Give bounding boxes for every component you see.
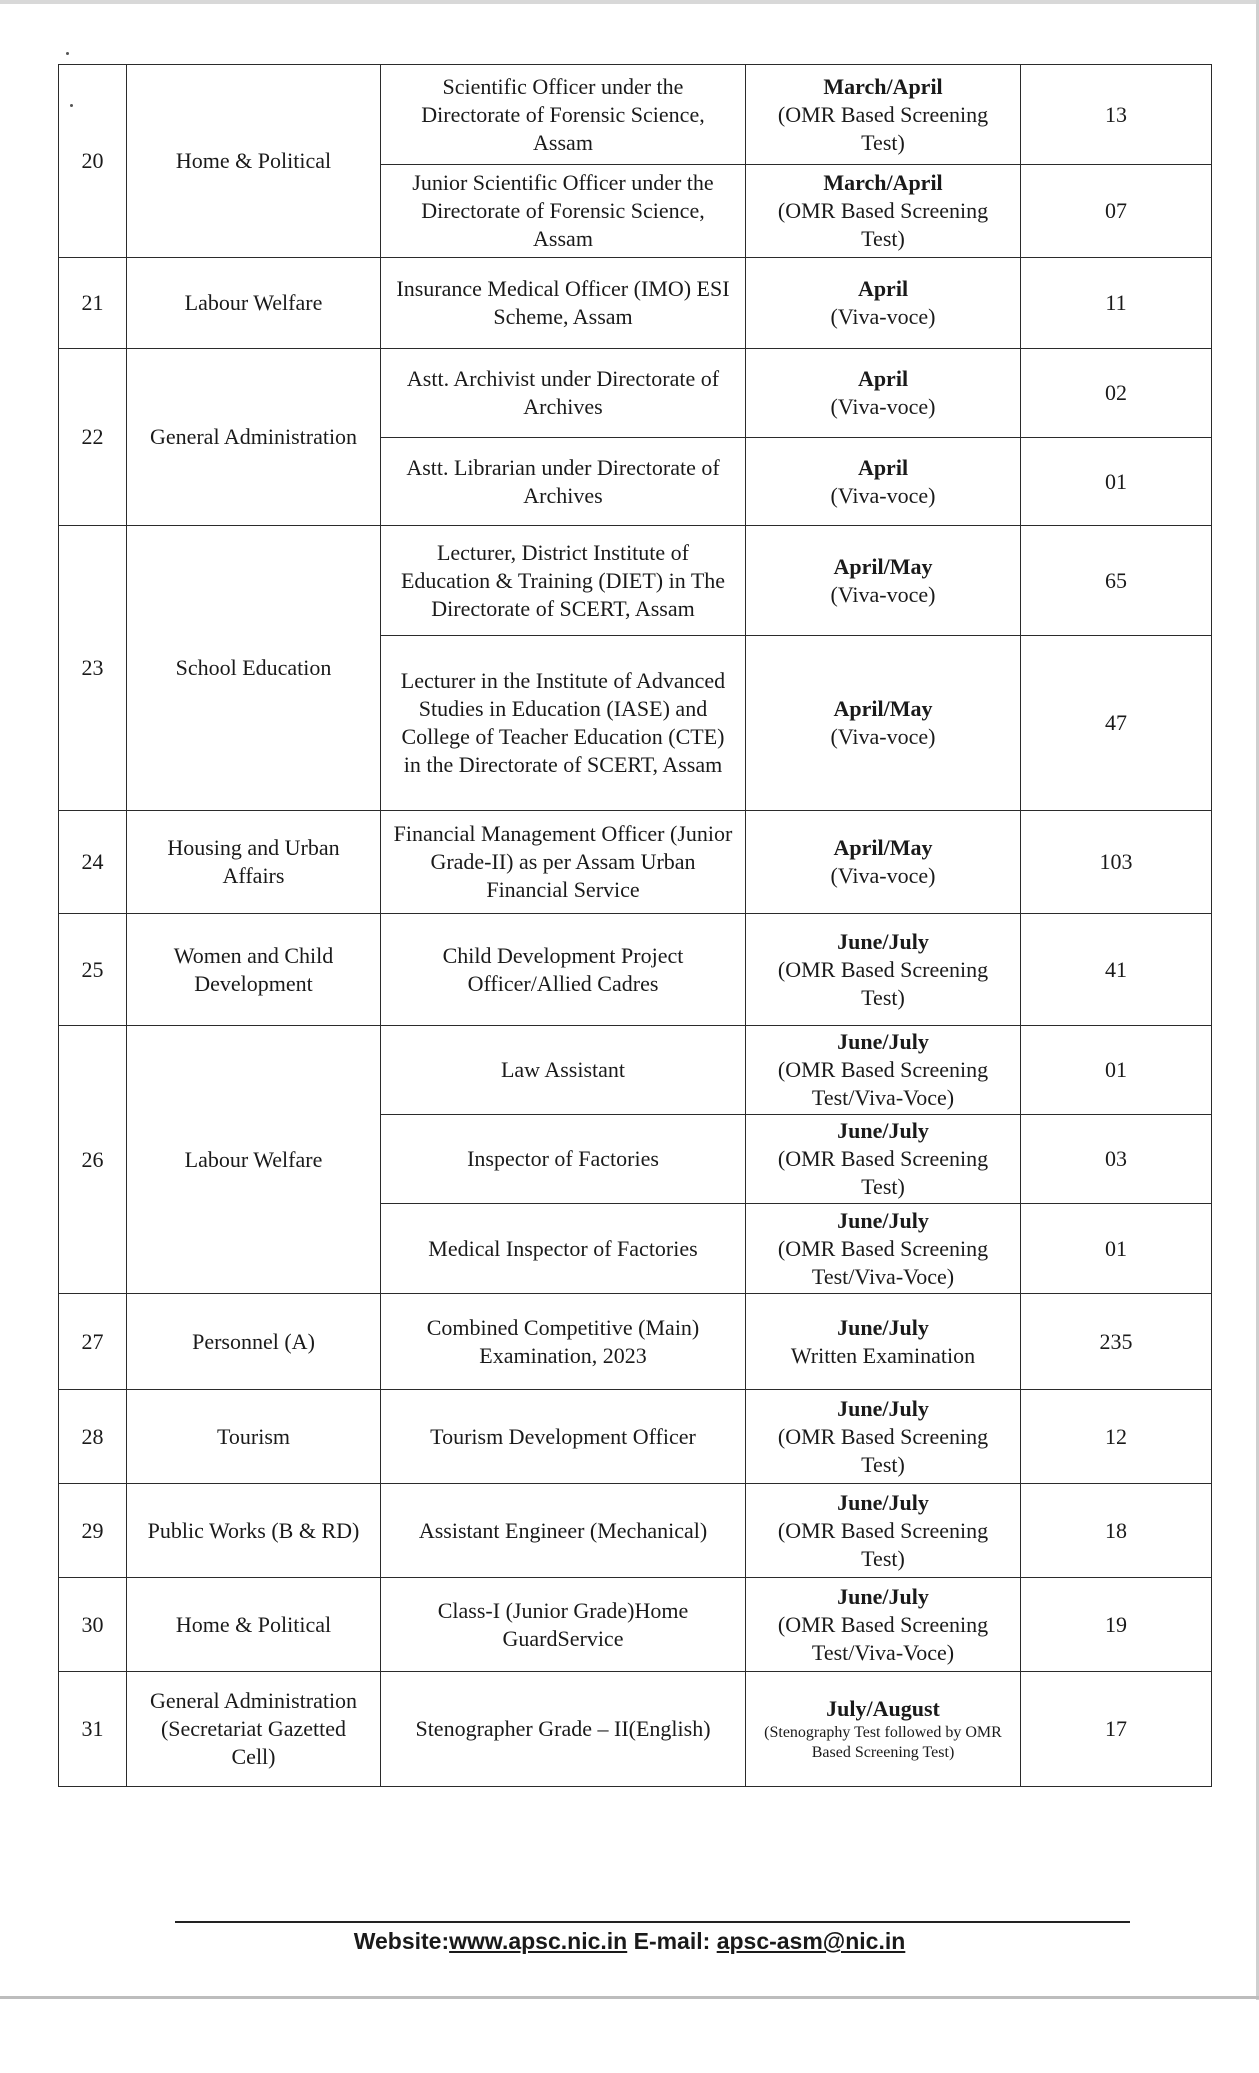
- vacancy-cell: 18: [1021, 1484, 1212, 1578]
- department-cell: Women and Child Development: [127, 914, 381, 1026]
- schedule-cell: [746, 1672, 1021, 1787]
- department-cell: Personnel (A): [127, 1294, 381, 1390]
- mode-text: (OMR Based Screening Test/Viva-Voce): [777, 1611, 989, 1665]
- mode-text: (Viva-voce): [830, 394, 936, 419]
- mode-text: (Viva-voce): [830, 581, 936, 607]
- department-cell: Labour Welfare: [127, 258, 381, 349]
- post-cell: Stenographer Grade – II(English): [381, 1672, 746, 1787]
- serial-cell: 20: [59, 65, 127, 258]
- email-label: E-mail:: [633, 1928, 711, 1954]
- table-row: [59, 526, 1212, 636]
- table-row: [59, 65, 1212, 165]
- serial-cell: 24: [59, 811, 127, 914]
- schedule-cell: [746, 1294, 1021, 1390]
- vacancy-cell: 12: [1021, 1390, 1212, 1484]
- month-text: June/July: [837, 1314, 929, 1340]
- recruitment-schedule-table: [58, 64, 1212, 1787]
- page-edge-bottom: [0, 1996, 1259, 1999]
- vacancy-cell: 65: [1021, 526, 1212, 636]
- serial-cell: 23: [59, 526, 127, 811]
- vacancy-cell: 103: [1021, 811, 1212, 914]
- month-text: June/July: [837, 1118, 929, 1143]
- table-row: [59, 1578, 1212, 1672]
- month-text: July/August: [826, 1696, 940, 1721]
- month-text: March/April: [823, 73, 943, 99]
- schedule-cell: [746, 349, 1021, 438]
- department-cell: Tourism: [127, 1390, 381, 1484]
- table-row: [59, 1294, 1212, 1390]
- serial-cell: 29: [59, 1484, 127, 1578]
- vacancy-cell: 47: [1021, 636, 1212, 811]
- vacancy-cell: 02: [1021, 349, 1212, 438]
- vacancy-cell: 19: [1021, 1578, 1212, 1672]
- department-cell: General Administration: [127, 349, 381, 526]
- post-cell: Combined Competitive (Main) Examination, 2023: [381, 1294, 746, 1390]
- schedule-cell: [746, 258, 1021, 349]
- month-text: April: [857, 276, 909, 301]
- vacancy-cell: 07: [1021, 165, 1212, 258]
- mode-text: (Viva-voce): [830, 304, 936, 329]
- mode-text: (OMR Based Screening Test): [777, 956, 989, 1010]
- post-cell: Astt. Archivist under Directorate of Archives: [381, 349, 746, 438]
- post-cell: Lecturer in the Institute of Advanced Studies in Education (IASE) and College of Teacher Education (CTE) in the Directorate of SCERT, Assam: [381, 636, 746, 811]
- schedule-cell: [746, 1115, 1021, 1204]
- scan-speck: [66, 52, 69, 55]
- mode-text: (Viva-voce): [830, 724, 936, 749]
- vacancy-cell: 235: [1021, 1294, 1212, 1390]
- schedule-cell: [746, 1578, 1021, 1672]
- serial-cell: 21: [59, 258, 127, 349]
- month-text: June/July: [837, 928, 929, 954]
- serial-cell: 30: [59, 1578, 127, 1672]
- post-cell: Scientific Officer under the Directorate of Forensic Science, Assam: [381, 65, 746, 165]
- mode-text: (OMR Based Screening Test): [777, 1423, 989, 1477]
- post-cell: Lecturer, District Institute of Education & Training (DIET) in The Directorate of SCERT, Assam: [381, 526, 746, 636]
- website-link[interactable]: www.apsc.nic.in: [449, 1928, 628, 1954]
- month-text: June/July: [837, 1395, 929, 1421]
- month-text: June/July: [837, 1583, 929, 1609]
- department-cell: Labour Welfare: [127, 1026, 381, 1294]
- month-text: April/May: [833, 553, 933, 579]
- serial-cell: 27: [59, 1294, 127, 1390]
- vacancy-cell: 11: [1021, 258, 1212, 349]
- mode-text: (OMR Based Screening Test): [777, 198, 989, 251]
- department-cell: Home & Political: [127, 65, 381, 258]
- serial-cell: 28: [59, 1390, 127, 1484]
- table-row: [59, 1390, 1212, 1484]
- page-footer: [0, 1928, 1259, 1955]
- mode-text: (OMR Based Screening Test): [777, 101, 989, 155]
- post-cell: Insurance Medical Officer (IMO) ESI Scheme, Assam: [381, 258, 746, 349]
- department-cell: Home & Political: [127, 1578, 381, 1672]
- schedule-cell: [746, 1204, 1021, 1294]
- mode-text: Written Examination: [790, 1342, 976, 1368]
- table-row: [59, 349, 1212, 438]
- vacancy-cell: 01: [1021, 438, 1212, 526]
- serial-cell: 26: [59, 1026, 127, 1294]
- schedule-cell: [746, 811, 1021, 914]
- month-text: June/July: [837, 1207, 929, 1233]
- post-cell: Junior Scientific Officer under the Directorate of Forensic Science, Assam: [381, 165, 746, 258]
- post-cell: Astt. Librarian under Directorate of Archives: [381, 438, 746, 526]
- schedule-cell: [746, 526, 1021, 636]
- month-text: April/May: [833, 835, 933, 860]
- vacancy-cell: 01: [1021, 1204, 1212, 1294]
- mode-text: (OMR Based Screening Test): [777, 1517, 989, 1571]
- month-text: April: [857, 454, 909, 480]
- table-row: [59, 258, 1212, 349]
- schedule-cell: [746, 1026, 1021, 1115]
- department-cell: School Education: [127, 526, 381, 811]
- serial-cell: 22: [59, 349, 127, 526]
- post-cell: Class-I (Junior Grade)Home GuardService: [381, 1578, 746, 1672]
- schedule-cell: [746, 165, 1021, 258]
- schedule-cell: [746, 1390, 1021, 1484]
- mode-text: (Viva-voce): [830, 863, 936, 888]
- serial-cell: 31: [59, 1672, 127, 1787]
- month-text: March/April: [823, 170, 943, 195]
- table-row: [59, 811, 1212, 914]
- department-cell: Housing and Urban Affairs: [127, 811, 381, 914]
- vacancy-cell: 01: [1021, 1026, 1212, 1115]
- month-text: June/July: [837, 1029, 929, 1054]
- mode-text: (OMR Based Screening Test/Viva-Voce): [777, 1057, 989, 1110]
- vacancy-cell: 41: [1021, 914, 1212, 1026]
- post-cell: Assistant Engineer (Mechanical): [381, 1484, 746, 1578]
- department-cell: Public Works (B & RD): [127, 1484, 381, 1578]
- post-cell: Law Assistant: [381, 1026, 746, 1115]
- table-row: [59, 1672, 1212, 1787]
- vacancy-cell: 17: [1021, 1672, 1212, 1787]
- website-label: Website:: [353, 1928, 450, 1954]
- post-cell: Child Development Project Officer/Allied Cadres: [381, 914, 746, 1026]
- table-row: [59, 1484, 1212, 1578]
- schedule-cell: [746, 636, 1021, 811]
- post-cell: Medical Inspector of Factories: [381, 1204, 746, 1294]
- mode-text: (OMR Based Screening Test/Viva-Voce): [777, 1235, 989, 1289]
- mode-text: (OMR Based Screening Test): [777, 1146, 989, 1199]
- serial-cell: 25: [59, 914, 127, 1026]
- email-link[interactable]: apsc-asm@nic.in: [716, 1928, 906, 1954]
- table-row: [59, 914, 1212, 1026]
- department-cell: General Administration (Secretariat Gazetted Cell): [127, 1672, 381, 1787]
- vacancy-cell: 03: [1021, 1115, 1212, 1204]
- footer-rule: [175, 1921, 1130, 1923]
- schedule-cell: [746, 65, 1021, 165]
- schedule-cell: [746, 914, 1021, 1026]
- page-edge-top: [0, 0, 1259, 4]
- month-text: April: [857, 366, 909, 391]
- mode-text: (Stenography Test followed by OMR Based Screening Test): [764, 1724, 1002, 1761]
- post-cell: Tourism Development Officer: [381, 1390, 746, 1484]
- vacancy-cell: 13: [1021, 65, 1212, 165]
- table-row: [59, 1026, 1212, 1115]
- month-text: April/May: [833, 696, 933, 721]
- schedule-cell: [746, 438, 1021, 526]
- post-cell: Financial Management Officer (Junior Grade-II) as per Assam Urban Financial Service: [381, 811, 746, 914]
- schedule-cell: [746, 1484, 1021, 1578]
- month-text: June/July: [837, 1489, 929, 1515]
- mode-text: (Viva-voce): [830, 482, 936, 508]
- post-cell: Inspector of Factories: [381, 1115, 746, 1204]
